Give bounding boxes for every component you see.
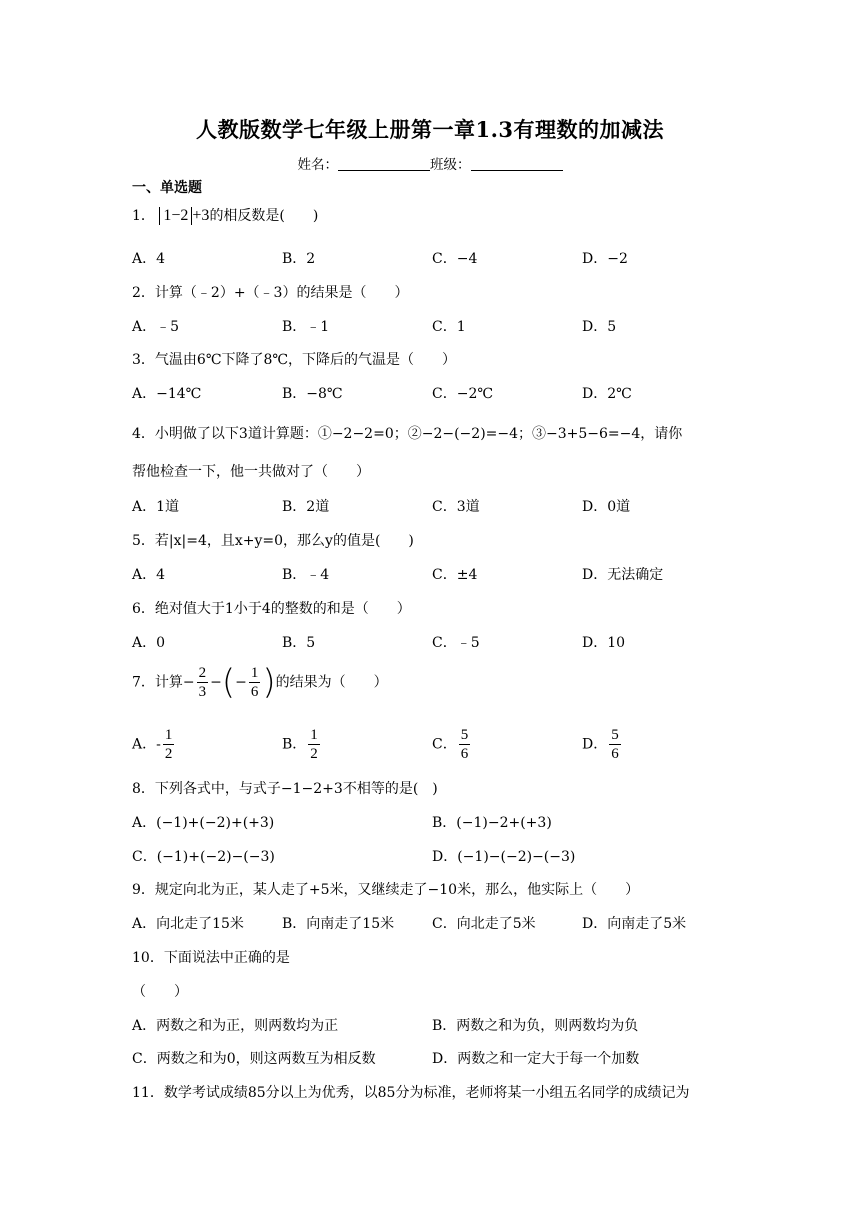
option-b[interactable]: B．﹣4	[282, 567, 330, 583]
option-d[interactable]: D．向南走了5米	[582, 916, 687, 932]
fraction: $\frac{5}{6}$	[460, 727, 469, 762]
option-d[interactable]: D．两数之和一定大于每一个加数	[432, 1051, 640, 1067]
question-6: 6．绝对值大于1小于4的整数的和是（ ）	[132, 601, 411, 617]
option-c[interactable]: C．1	[432, 319, 466, 335]
option-d[interactable]: D． $\frac{5}{6}$	[582, 727, 619, 762]
option-b[interactable]: B．两数之和为负，则两数均为负	[432, 1018, 639, 1034]
question-2: 2．计算（﹣2）+（﹣3）的结果是（ ）	[132, 285, 409, 301]
question-1: 1． 1−2 +3的相反数是( )	[132, 207, 319, 224]
question-4: 4．小明做了以下3道计算题：①−2−2=0；②−2−(−2)=−4；③−3+5−6=−4，请你	[132, 426, 683, 442]
student-info	[0, 153, 860, 173]
question-3: 3．气温由6℃下降了8℃，下降后的气温是（ ）	[132, 352, 457, 368]
option-a[interactable]: A．4	[132, 567, 166, 583]
right-paren: )	[262, 662, 276, 703]
option-c[interactable]: C．﹣5	[432, 635, 480, 651]
option-d[interactable]: D．10	[582, 635, 626, 651]
fraction: $\frac{1}{6}$	[250, 665, 259, 700]
option-b[interactable]: B．(−1)−2+(+3)	[432, 815, 552, 831]
option-c[interactable]: C．(−1)+(−2)−(−3)	[132, 849, 275, 865]
question-4-continued: 帮他检查一下，他一共做对了（ ）	[132, 464, 370, 480]
option-b[interactable]: B．2道	[282, 499, 330, 515]
q1-expression: 1−2 +3	[159, 207, 209, 224]
option-d[interactable]: D．5	[582, 319, 617, 335]
option-c[interactable]: C．−2℃	[432, 386, 494, 402]
option-d[interactable]: D．2℃	[582, 386, 632, 402]
section-heading: 一、单选题	[132, 180, 202, 196]
option-a[interactable]: A．4	[132, 251, 166, 267]
option-b[interactable]: B．−8℃	[282, 386, 343, 402]
fraction: $\frac{2}{3}$	[198, 665, 207, 700]
option-d[interactable]: D．无法确定	[582, 567, 664, 583]
option-a[interactable]: A．﹣5	[132, 319, 180, 335]
option-b[interactable]: B． $\frac{1}{2}$	[282, 727, 318, 762]
class-blank[interactable]	[471, 157, 563, 171]
option-c[interactable]: C．两数之和为0，则这两数互为相反数	[132, 1051, 376, 1067]
question-5: 5．若|x|=4，且x+y=0，那么y的值是( )	[132, 533, 414, 549]
option-c[interactable]: C． $\frac{5}{6}$	[432, 727, 469, 762]
option-c[interactable]: C．−4	[432, 251, 478, 267]
question-8: 8．下列各式中，与式子−1−2+3不相等的是( )	[132, 781, 438, 797]
class-label: 班级：	[430, 157, 471, 173]
option-a[interactable]: A．向北走了15米	[132, 916, 244, 932]
fraction: $\frac{5}{6}$	[611, 727, 619, 762]
option-a[interactable]: A．(−1)+(−2)+(+3)	[132, 815, 275, 831]
fraction: $\frac{1}{2}$	[310, 727, 318, 762]
fraction: $\frac{1}{2}$	[164, 727, 173, 762]
option-d[interactable]: D．−2	[582, 251, 628, 267]
option-d[interactable]: D．0道	[582, 499, 631, 515]
option-d[interactable]: D．(−1)−(−2)−(−3)	[432, 849, 576, 865]
option-b[interactable]: B．5	[282, 635, 316, 651]
left-paren: (	[221, 662, 236, 703]
page-title: 人教版数学七年级上册第一章1.3有理数的加减法	[195, 117, 665, 142]
option-a[interactable]: A．1道	[132, 499, 180, 515]
question-11: 11．数学考试成绩85分以上为优秀，以85分为标准，老师将某一小组五名同学的成绩记为	[132, 1085, 690, 1101]
option-a[interactable]: A．0	[132, 635, 166, 651]
question-10: 10．下面说法中正确的是	[132, 950, 290, 966]
name-blank[interactable]	[338, 157, 430, 171]
option-b[interactable]: B．﹣1	[282, 319, 330, 335]
option-c[interactable]: C．3道	[432, 499, 480, 515]
question-9: 9．规定向北为正，某人走了+5米，又继续走了−10米，那么，他实际上（ ）	[132, 882, 640, 898]
option-a[interactable]: A．−14℃	[132, 386, 202, 402]
question-7: 7．计算− $\frac{2}{3}$ −(− $\frac{1}{6}$ )的结果为（ ）	[132, 662, 388, 703]
option-a[interactable]: A．- $\frac{1}{2}$	[132, 727, 173, 762]
option-c[interactable]: C．±4	[432, 567, 478, 583]
question-10-continued: （ ）	[132, 984, 188, 1000]
option-a[interactable]: A．两数之和为正，则两数均为正	[132, 1018, 339, 1034]
option-b[interactable]: B．向南走了15米	[282, 916, 395, 932]
option-b[interactable]: B．2	[282, 251, 316, 267]
option-c[interactable]: C．向北走了5米	[432, 916, 536, 932]
name-label: 姓名：	[297, 157, 338, 173]
